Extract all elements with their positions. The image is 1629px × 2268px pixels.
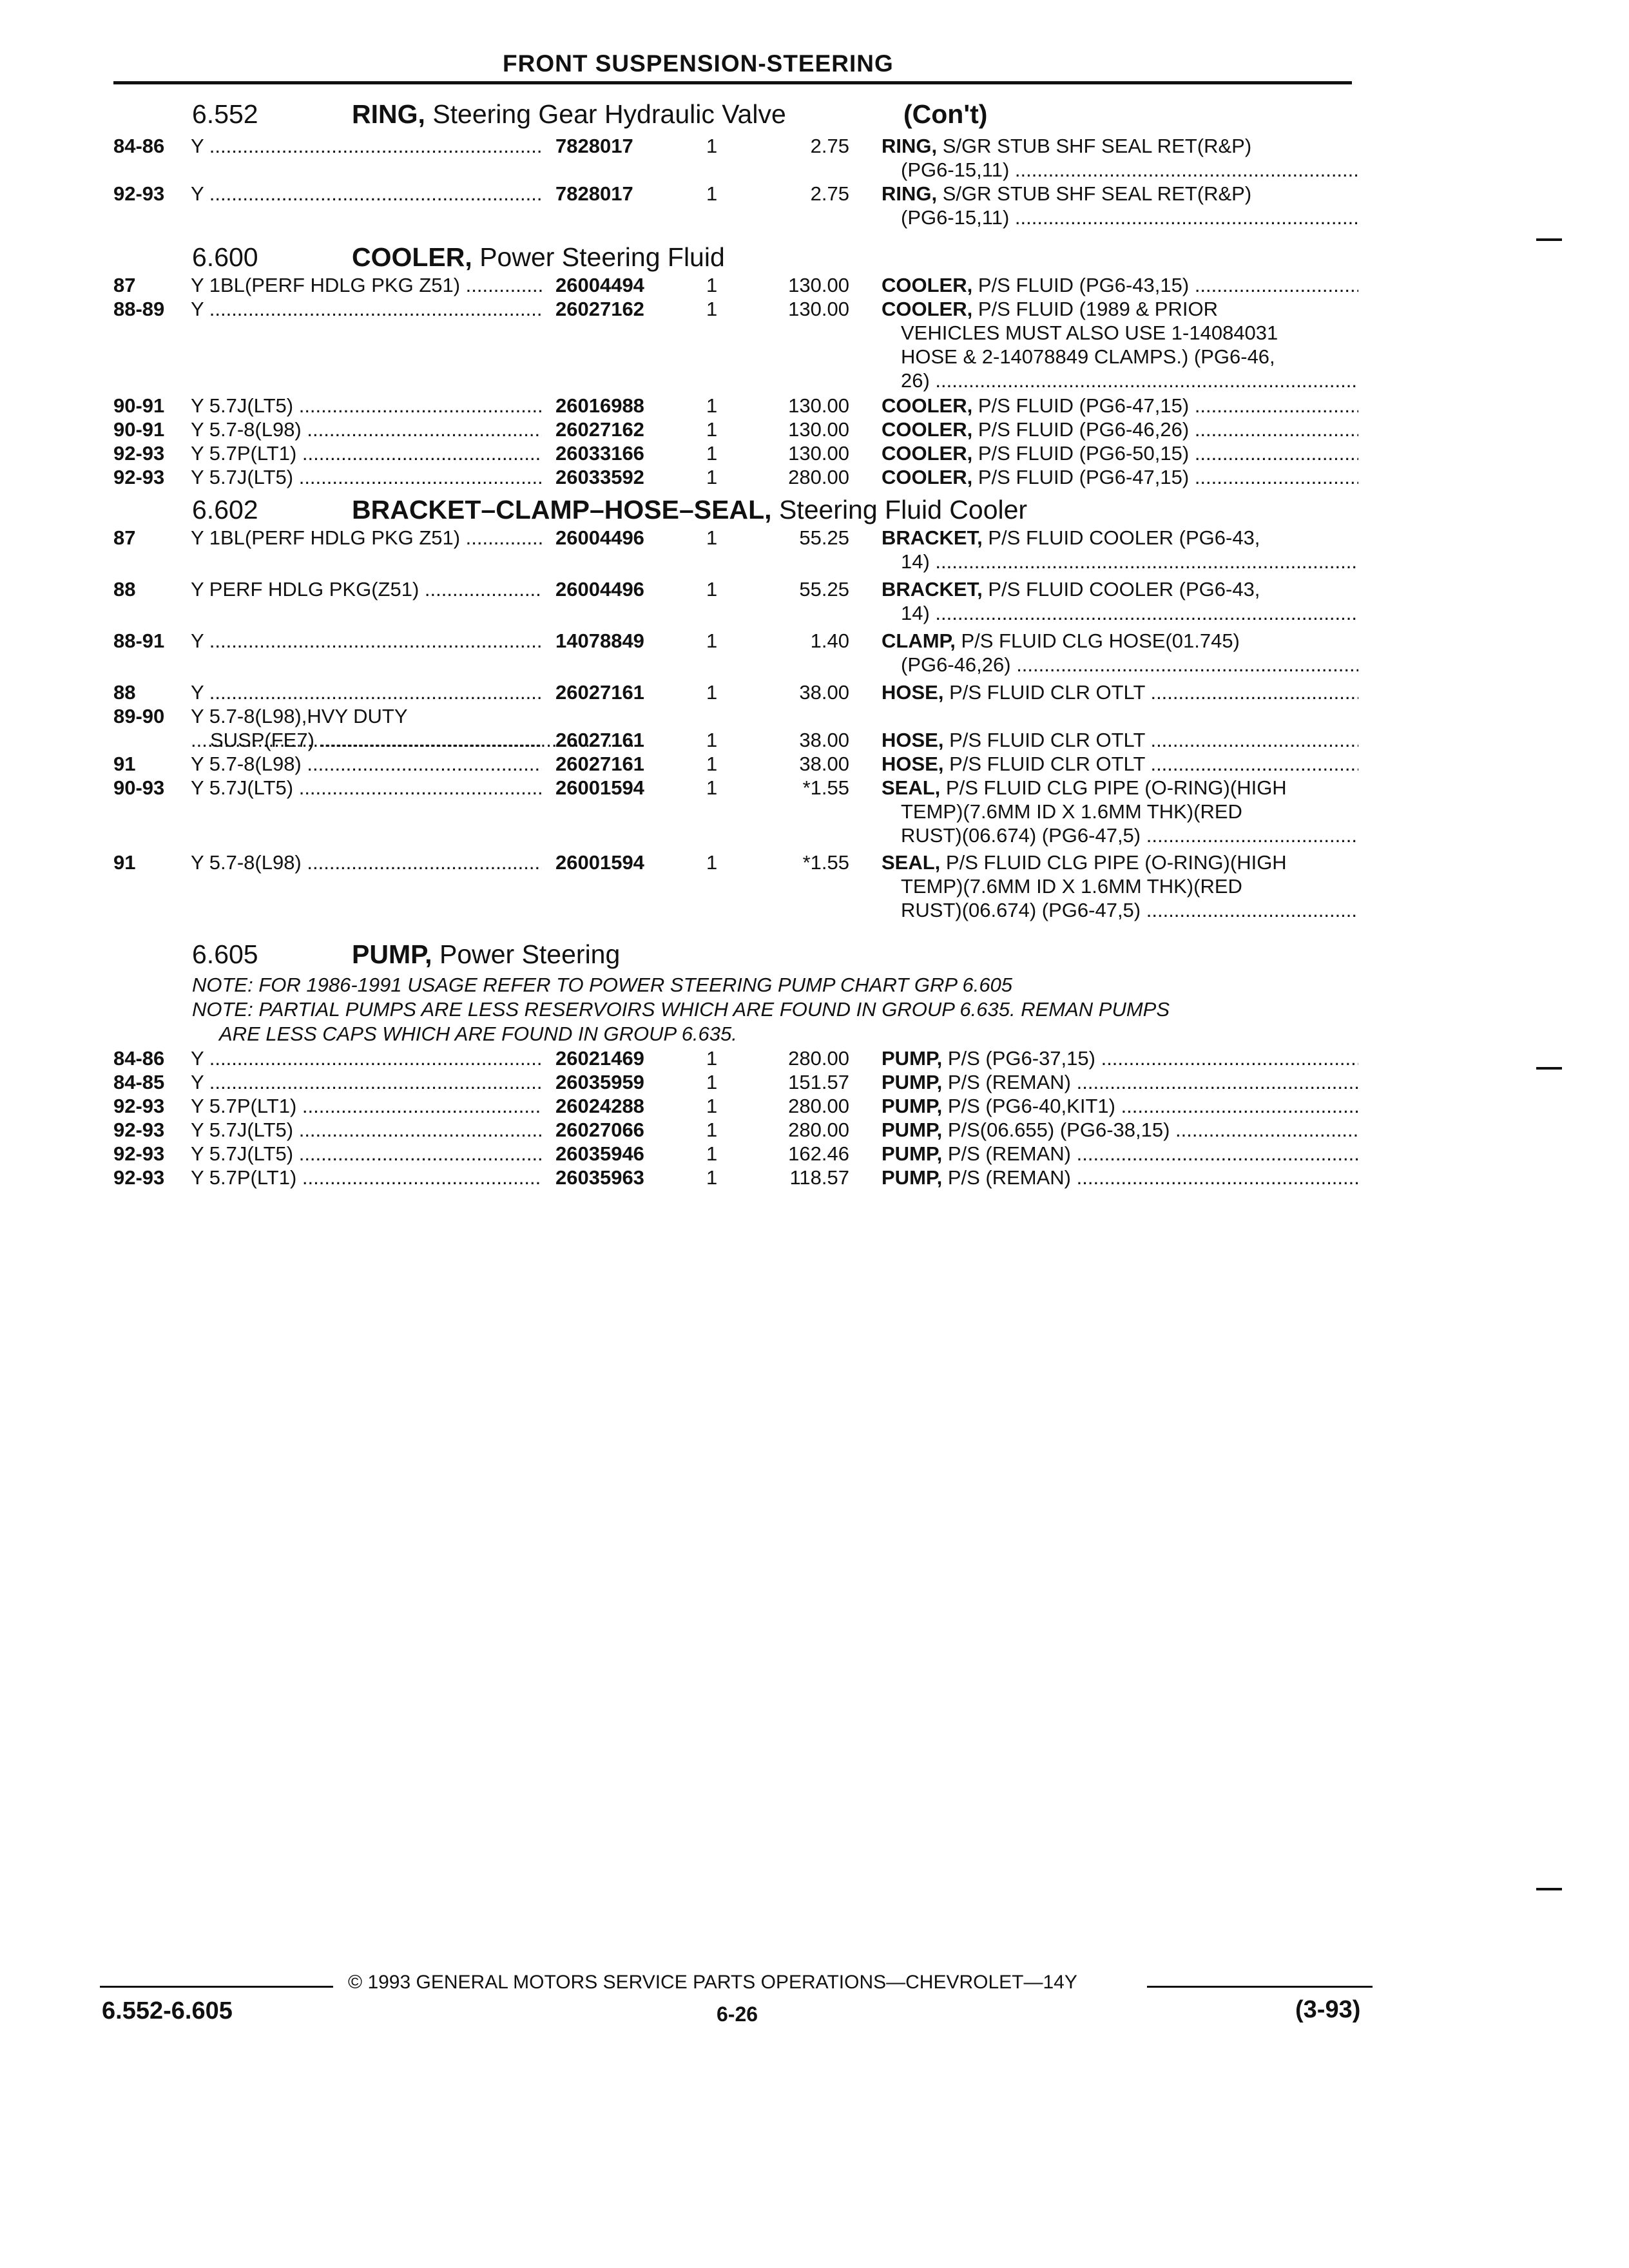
description-line: TEMP)(7.6MM ID X 1.6MM THK)(RED (901, 875, 1242, 898)
table-row (0, 1094, 1629, 1118)
part-number: 26027161 (555, 753, 644, 775)
description-line: (PG6-15,11) ..... (882, 158, 1358, 182)
section-title: PUMP, Power Steering (352, 939, 621, 969)
model-year: 84-85 (113, 1071, 165, 1093)
part-description (882, 1166, 1358, 1189)
section-heading (0, 492, 1629, 526)
note-line: NOTE: FOR 1986-1991 USAGE REFER TO POWER STEERING PUMP CHART GRP 6.605 (192, 974, 1013, 996)
part-number: 26016988 (555, 394, 644, 417)
description-line: PUMP, P/S (PG6-37,15) ..... (882, 1046, 1358, 1070)
part-description (882, 1070, 1358, 1094)
part-description (882, 728, 1358, 752)
quantity: 1 (706, 182, 718, 205)
price: *1.55 (802, 776, 849, 799)
part-number: 26027161 (555, 681, 644, 704)
model-code: SUSP(FE7) ..... (191, 728, 542, 752)
model-year: 88 (113, 578, 136, 601)
model-year: 84-86 (113, 135, 165, 157)
part-number: 26024288 (555, 1095, 644, 1117)
price: 280.00 (788, 466, 849, 488)
model-year: 92-93 (113, 1142, 165, 1165)
page-title: FRONT SUSPENSION-STEERING (503, 50, 894, 77)
description-line: COOLER, P/S FLUID (PG6-50,15) ..... (882, 441, 1358, 465)
part-number: 26001594 (555, 851, 644, 874)
model-year: 90-91 (113, 418, 165, 441)
price: 151.57 (788, 1071, 849, 1093)
price: 1.40 (810, 629, 849, 652)
section-notes (0, 973, 1629, 1046)
description-line: COOLER, P/S FLUID (PG6-47,15) ..... (882, 465, 1358, 489)
description-line: CLAMP, P/S FLUID CLG HOSE(01.745) (882, 629, 1240, 652)
part-description (882, 1094, 1358, 1118)
quantity: 1 (706, 1142, 718, 1165)
quantity: 1 (706, 776, 718, 799)
price: 162.46 (788, 1142, 849, 1165)
quantity: 1 (706, 1071, 718, 1093)
table-row (0, 182, 1629, 240)
price: 280.00 (788, 1095, 849, 1117)
model-year: 88-89 (113, 298, 165, 320)
model-code: Y 5.7P(LT1) ..... (191, 1094, 542, 1118)
quantity: 1 (706, 1119, 718, 1141)
description-line: COOLER, P/S FLUID (PG6-47,15) ..... (882, 394, 1358, 418)
description-line: SEAL, P/S FLUID CLG PIPE (O-RING)(HIGH (882, 776, 1287, 799)
table-row (0, 441, 1629, 465)
table-row (0, 752, 1629, 776)
part-description (882, 680, 1358, 704)
model-code: Y 5.7J(LT5) ..... (191, 394, 542, 418)
quantity: 1 (706, 442, 718, 465)
continued-label: (Con't) (903, 99, 988, 129)
part-description (882, 752, 1358, 776)
table-row (0, 850, 1629, 937)
table-row (0, 297, 1629, 394)
table-row (0, 1118, 1629, 1142)
quantity: 1 (706, 681, 718, 704)
model-code: Y 5.7P(LT1) ..... (191, 1166, 542, 1189)
part-description (882, 465, 1358, 489)
model-year: 92-93 (113, 1119, 165, 1141)
quantity: 1 (706, 1047, 718, 1070)
margin-mark (1536, 1888, 1562, 1890)
description-line: TEMP)(7.6MM ID X 1.6MM THK)(RED (901, 800, 1242, 823)
parts-listing (0, 97, 1629, 1189)
quantity: 1 (706, 629, 718, 652)
part-description (882, 441, 1358, 465)
price: *1.55 (802, 851, 849, 874)
part-number: 26027161 (555, 729, 644, 751)
description-line: PUMP, P/S (PG6-40,KIT1) ..... (882, 1094, 1358, 1118)
description-line: HOSE, P/S FLUID CLR OTLT ..... (882, 728, 1358, 752)
model-code: Y 5.7J(LT5) ..... (191, 776, 542, 800)
table-row (0, 1046, 1629, 1070)
section-title: COOLER, Power Steering Fluid (352, 242, 725, 272)
price: 38.00 (799, 729, 849, 751)
description-line: 14) ..... (882, 601, 1358, 625)
description-line: HOSE, P/S FLUID CLR OTLT ..... (882, 680, 1358, 704)
model-year: 91 (113, 753, 136, 775)
quantity: 1 (706, 135, 718, 157)
model-year: 87 (113, 526, 136, 549)
quantity: 1 (706, 274, 718, 296)
price: 280.00 (788, 1047, 849, 1070)
description-line: BRACKET, P/S FLUID COOLER (PG6-43, (882, 578, 1260, 601)
description-line: RING, S/GR STUB SHF SEAL RET(R&P) (882, 135, 1252, 157)
table-row (0, 465, 1629, 492)
part-number: 26027162 (555, 298, 644, 320)
part-description (882, 850, 1358, 922)
quantity: 1 (706, 1166, 718, 1189)
description-line: RUST)(06.674) (PG6-47,5) ..... (882, 823, 1358, 847)
table-row (0, 704, 1629, 752)
model-code: Y ..... (191, 182, 542, 206)
model-year: 92-93 (113, 442, 165, 465)
note-line: NOTE: PARTIAL PUMPS ARE LESS RESERVOIRS WHICH ARE FOUND IN GROUP 6.635. REMAN PUMPS (192, 998, 1170, 1021)
quantity: 1 (706, 729, 718, 751)
description-line: 14) ..... (882, 550, 1358, 573)
model-code: Y ..... (191, 134, 542, 158)
price: 130.00 (788, 394, 849, 417)
quantity: 1 (706, 466, 718, 488)
price: 130.00 (788, 298, 849, 320)
price: 2.75 (810, 135, 849, 157)
footer-rule (100, 1986, 333, 1988)
table-row (0, 526, 1629, 577)
header-rule (113, 81, 1352, 84)
part-description (882, 394, 1358, 418)
description-line: RUST)(06.674) (PG6-47,5) ..... (882, 898, 1358, 922)
model-year: 90-91 (113, 394, 165, 417)
price: 130.00 (788, 418, 849, 441)
quantity: 1 (706, 394, 718, 417)
model-year: 88 (113, 681, 136, 704)
model-year: 92-93 (113, 466, 165, 488)
model-year: 89-90 (113, 705, 165, 727)
part-description (882, 418, 1358, 441)
part-description (882, 1142, 1358, 1166)
part-number: 26004496 (555, 578, 644, 601)
table-row (0, 394, 1629, 418)
price: 118.57 (789, 1166, 849, 1189)
description-line: VEHICLES MUST ALSO USE 1-14084031 (901, 322, 1278, 344)
part-number: 26027066 (555, 1119, 644, 1141)
part-number: 26033592 (555, 466, 644, 488)
part-number: 7828017 (555, 182, 633, 205)
model-year: 88-91 (113, 629, 165, 652)
part-number: 26035963 (555, 1166, 644, 1189)
model-code: Y ..... (191, 680, 542, 704)
table-row (0, 680, 1629, 704)
price: 130.00 (788, 442, 849, 465)
part-description (882, 526, 1358, 573)
part-description (882, 273, 1358, 297)
description-line: PUMP, P/S (REMAN) ..... (882, 1166, 1358, 1189)
description-line: COOLER, P/S FLUID (1989 & PRIOR (882, 298, 1218, 320)
model-code: Y 5.7-8(L98) ..... (191, 850, 542, 874)
section-heading (0, 240, 1629, 273)
part-description (882, 297, 1358, 392)
price: 280.00 (788, 1119, 849, 1141)
part-number: 7828017 (555, 135, 633, 157)
part-number: 26035946 (555, 1142, 644, 1165)
model-year: 92-93 (113, 1095, 165, 1117)
description-line: HOSE & 2-14078849 CLAMPS.) (PG6-46, (901, 345, 1275, 368)
model-year: 90-93 (113, 776, 165, 799)
footer-date: (3-93) (1295, 1996, 1361, 2023)
model-code: Y PERF HDLG PKG(Z51) ..... (191, 577, 542, 601)
part-number: 26033166 (555, 442, 644, 465)
model-code: Y ..... (191, 1070, 542, 1094)
description-line: COOLER, P/S FLUID (PG6-46,26) ..... (882, 418, 1358, 441)
description-line: PUMP, P/S (REMAN) ..... (882, 1070, 1358, 1094)
part-description (882, 577, 1358, 625)
model-code: Y 1BL(PERF HDLG PKG Z51) ..... (191, 273, 542, 297)
quantity: 1 (706, 298, 718, 320)
section-title: BRACKET–CLAMP–HOSE–SEAL, Steering Fluid Cooler (352, 495, 1028, 524)
page-number: 6-26 (717, 2003, 758, 2026)
description-line: BRACKET, P/S FLUID COOLER (PG6-43, (882, 526, 1260, 549)
description-line: 26) ..... (882, 369, 1358, 392)
table-row (0, 629, 1629, 680)
table-row (0, 1070, 1629, 1094)
price: 38.00 (799, 753, 849, 775)
part-number: 26021469 (555, 1047, 644, 1070)
part-description (882, 134, 1358, 182)
table-row (0, 1142, 1629, 1166)
table-row (0, 577, 1629, 629)
description-line: SEAL, P/S FLUID CLG PIPE (O-RING)(HIGH (882, 851, 1287, 874)
section-number: 6.552 (192, 99, 258, 129)
model-code: Y 5.7-8(L98) ..... (191, 752, 542, 776)
part-description (882, 1118, 1358, 1142)
quantity: 1 (706, 1095, 718, 1117)
footer-rule (1147, 1986, 1373, 1988)
model-code: Y 5.7-8(L98) ..... (191, 418, 542, 441)
footer-group-range: 6.552-6.605 (102, 1997, 233, 2024)
section-heading (0, 937, 1629, 973)
margin-mark (1536, 238, 1562, 241)
model-code: Y ..... (191, 1046, 542, 1070)
note-line: ARE LESS CAPS WHICH ARE FOUND IN GROUP 6.635. (219, 1023, 737, 1045)
part-number: 14078849 (555, 629, 644, 652)
description-line: COOLER, P/S FLUID (PG6-43,15) ..... (882, 273, 1358, 297)
table-row (0, 273, 1629, 297)
quantity: 1 (706, 418, 718, 441)
table-row (0, 1166, 1629, 1189)
description-line: HOSE, P/S FLUID CLR OTLT ..... (882, 752, 1358, 776)
quantity: 1 (706, 526, 718, 549)
quantity: 1 (706, 578, 718, 601)
part-description (882, 1046, 1358, 1070)
part-number: 26004494 (555, 274, 644, 296)
model-code: Y 5.7J(LT5) ..... (191, 1142, 542, 1166)
table-row (0, 418, 1629, 441)
section-number: 6.605 (192, 939, 258, 969)
price: 130.00 (788, 274, 849, 296)
part-number: 26001594 (555, 776, 644, 799)
part-description (882, 629, 1358, 677)
description-line: PUMP, P/S(06.655) (PG6-38,15) ..... (882, 1118, 1358, 1142)
price: 55.25 (799, 578, 849, 601)
model-year: 91 (113, 851, 136, 874)
description-line: (PG6-15,11) ..... (882, 206, 1358, 229)
footer-copyright: © 1993 GENERAL MOTORS SERVICE PARTS OPERATIONS—CHEVROLET—14Y (348, 1972, 1077, 1993)
price: 38.00 (799, 681, 849, 704)
section-number: 6.600 (192, 242, 258, 272)
table-row (0, 134, 1629, 182)
model-code: Y 5.7J(LT5) ..... (191, 1118, 542, 1142)
part-number: 26027162 (555, 418, 644, 441)
price: 55.25 (799, 526, 849, 549)
model-year: 84-86 (113, 1047, 165, 1070)
section-title: RING, Steering Gear Hydraulic Valve (352, 99, 786, 129)
part-description (882, 776, 1358, 847)
section-number: 6.602 (192, 495, 258, 524)
model-code: Y 5.7J(LT5) ..... (191, 465, 542, 489)
part-description (882, 182, 1358, 229)
model-year: 92-93 (113, 1166, 165, 1189)
margin-mark (1536, 1067, 1562, 1070)
price: 2.75 (810, 182, 849, 205)
model-year: 87 (113, 274, 136, 296)
description-line: PUMP, P/S (REMAN) ..... (882, 1142, 1358, 1166)
table-row (0, 776, 1629, 850)
section-heading (0, 97, 1629, 134)
quantity: 1 (706, 753, 718, 775)
description-line: (PG6-46,26) ..... (882, 653, 1358, 677)
model-code: Y ..... (191, 629, 542, 653)
quantity: 1 (706, 851, 718, 874)
part-number: 26004496 (555, 526, 644, 549)
model-code: Y 5.7P(LT1) ..... (191, 441, 542, 465)
model-year: 92-93 (113, 182, 165, 205)
description-line: Y 5.7-8(L98),HVY DUTY (191, 705, 408, 727)
model-code: Y ..... (191, 297, 542, 321)
description-line: RING, S/GR STUB SHF SEAL RET(R&P) (882, 182, 1252, 205)
part-number: 26035959 (555, 1071, 644, 1093)
model-code: Y 1BL(PERF HDLG PKG Z51) ..... (191, 526, 542, 550)
